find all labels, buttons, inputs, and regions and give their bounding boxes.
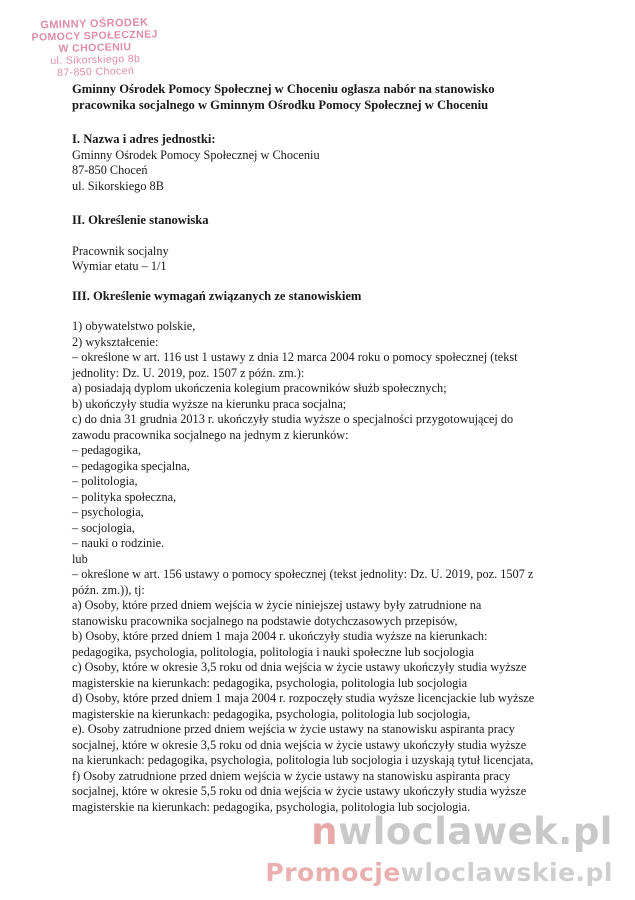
watermark-text: wloclawek.pl [338, 810, 613, 853]
requirement-line: stanowisku pracownika socjalnego na podstawie dotychczasowych przepisów, [72, 613, 458, 628]
requirement-line: – politologia, [72, 474, 138, 488]
requirement-line: c) Osoby, które w okresie 3,5 roku od dnia wejścia w życie ustawy ukończyły studia wyższe [72, 660, 527, 674]
requirement-line: f) Osoby zatrudnione przed dniem wejścia w życie ustawy na stanowisku aspiranta pracy [72, 768, 511, 783]
stamp-line: POMOCY SPOŁECZNEJ [31, 28, 158, 44]
requirement-line: lub [72, 551, 88, 566]
watermark-accent: Promocje [265, 858, 401, 887]
section-title: II. Określenie stanowiska [72, 213, 209, 227]
section-requirements [72, 289, 572, 816]
stamp-line: W CHOCENIU [58, 41, 132, 55]
requirement-line: magisterskie na kierunkach: pedagogika, psychologia, politologia lub socjologia. [72, 799, 471, 814]
requirement-line: – psychologia, [72, 505, 144, 519]
section-title: III. Określenie wymagań związanych ze stanowiskiem [72, 288, 362, 303]
section-line: Pracownik socjalny [72, 243, 169, 258]
watermark-text: wloclawskie.pl [400, 858, 613, 887]
requirements-list [72, 319, 572, 815]
requirement-line: – polityka społeczna, [72, 489, 177, 504]
requirement-line: – nauki o rodzinie. [72, 536, 165, 550]
watermark-promocje [265, 858, 613, 887]
requirement-line: magisterskie na kierunkach: pedagogika, psychologia, politologia lub socjologia, [72, 706, 471, 721]
institution-stamp [19, 16, 171, 80]
requirement-line: – określone w art. 116 ust 1 ustawy z dnia 12 marca 2004 roku o pomocy społecznej (tekst [72, 350, 518, 364]
requirement-line: a) posiadają dyplom ukończenia kolegium pracowników służb społecznych; [72, 381, 447, 395]
section-line: Wymiar etatu – 1/1 [72, 259, 167, 273]
section-line: ul. Sikorskiego 8B [72, 178, 164, 193]
requirement-line: socjalnej, które w okresie 3,5 roku od dnia wejścia w życie ustawy ukończyły studia wyższe [72, 737, 527, 752]
watermark-nwloclawek [311, 810, 613, 853]
requirement-line: 1) obywatelstwo polskie, [72, 319, 196, 333]
requirement-line: – pedagogika specjalna, [72, 458, 190, 473]
requirement-line: b) ukończyły studia wyższe na kierunku praca socjalna; [72, 396, 347, 411]
requirement-line: późn. zm.)), tj: [72, 582, 145, 597]
requirement-line: pedagogika, psychologia, politologia, politologia i nauki społeczne lub socjologia [72, 644, 474, 659]
requirement-line: na kierunkach: pedagogika, psychologia, politologia lub socjologia i uzyskają tytuł licencjata, [72, 753, 534, 767]
requirement-line: e). Osoby zatrudnione przed dniem wejścia w życie ustawy na stanowisku aspiranta pracy [72, 722, 515, 736]
stamp-line: 87-850 Choceń [56, 64, 135, 79]
heading-line: Gminny Ośrodek Pomocy Społecznej w Choceniu ogłasza nabór na stanowisko [72, 82, 495, 96]
stamp-line: ul. Sikorskiego 8b [50, 52, 141, 68]
requirement-line: jednolity: Dz. U. 2019, poz. 1507 z późn. zm.): [72, 365, 305, 380]
requirement-line: d) Osoby, które przed dniem 1 maja 2004 r. rozpoczęły studia wyższe licencjackie lub wyższe [72, 691, 535, 705]
requirement-line: – pedagogika, [72, 443, 141, 457]
watermark-accent: n [311, 810, 339, 853]
document-body [72, 82, 572, 815]
requirement-line: b) Osoby, które przed dniem 1 maja 2004 r. ukończyły studia wyższe na kierunkach: [72, 629, 488, 643]
section-position [72, 213, 572, 275]
stamp-line: GMINNY OŚRODEK [40, 16, 149, 32]
requirement-line: c) do dnia 31 grudnia 2013 r. ukończyły studia wyższe o specjalności przygotowującej do [72, 412, 514, 426]
requirement-line: a) Osoby, które przed dniem wejścia w życie niniejszej ustawy były zatrudnione na [72, 598, 482, 612]
requirement-line: – określone w art. 156 ustawy o pomocy społecznej (tekst jednolity: Dz. U. 2019, poz. 1507 z [72, 567, 534, 581]
requirement-line: – socjologia, [72, 520, 135, 535]
requirement-line: 2) wykształcenie: [72, 334, 159, 349]
requirement-line: socjalnej, które w okresie 5,5 roku od dnia wejścia w życie ustawy ukończyły studia wyższe [72, 784, 527, 798]
document-heading [72, 82, 572, 113]
requirement-line: zawodu pracownika socjalnego na jednym z kierunków: [72, 427, 349, 442]
section-title: I. Nazwa i adres jednostki: [72, 132, 216, 146]
section-line: Gminny Ośrodek Pomocy Społecznej w Choceniu [72, 147, 320, 162]
heading-line: pracownika socjalnego w Gminnym Ośrodku Pomocy Społecznej w Choceniu [72, 97, 489, 112]
section-unit-name-address [72, 132, 572, 194]
requirement-line: magisterskie na kierunkach: pedagogika, psychologia, politologia lub socjologia [72, 675, 468, 690]
section-line: 87-850 Choceń [72, 163, 148, 177]
